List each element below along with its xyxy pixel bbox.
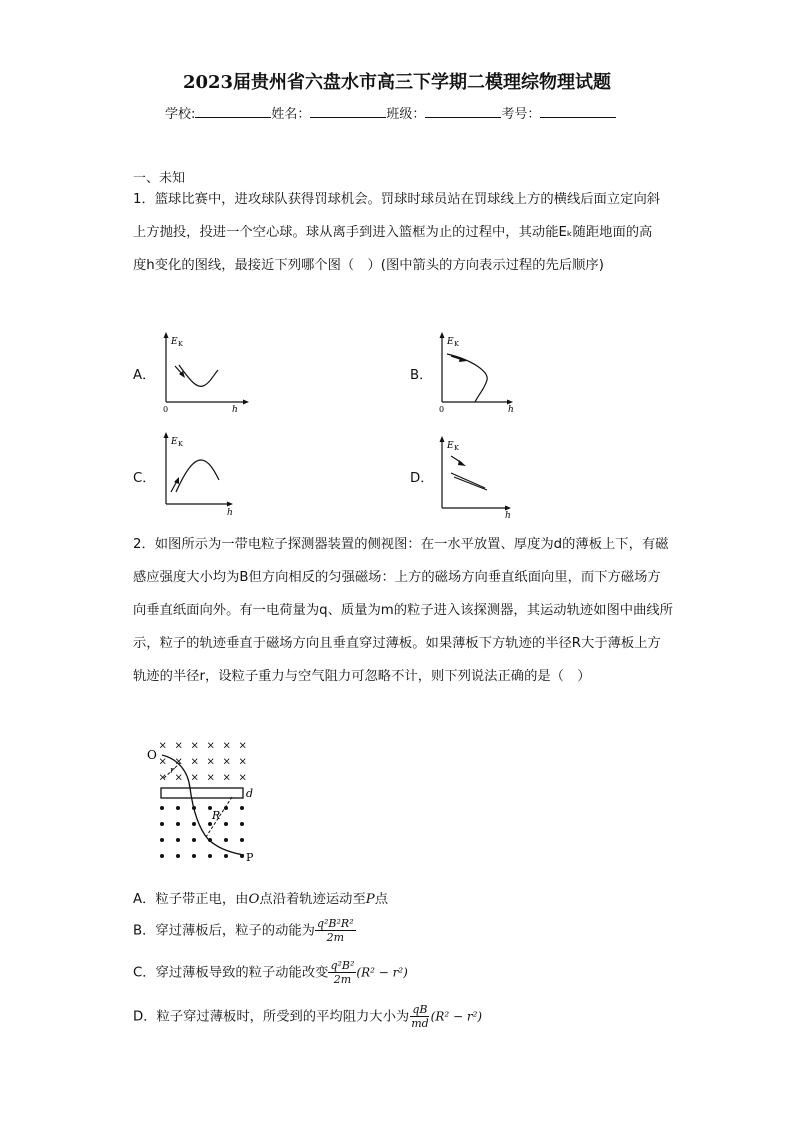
y-axis-label: E — [447, 337, 454, 347]
label-P: P — [246, 851, 254, 864]
field-dot — [192, 822, 196, 826]
exam-no-blank[interactable] — [540, 105, 616, 118]
name-blank[interactable] — [310, 105, 386, 118]
field-dot — [160, 854, 164, 858]
field-dot — [192, 838, 196, 842]
field-cross: × — [158, 756, 167, 768]
school-label: 学校: — [165, 107, 196, 122]
q2-option-d-prefix: D．粒子穿过薄板时，所受到的平均阻力大小为 — [133, 1009, 410, 1025]
y-axis-label: E — [171, 437, 178, 447]
field-dot — [176, 822, 180, 826]
line-up — [451, 473, 485, 488]
curve — [176, 460, 219, 492]
q2-option-a-prefix: A．粒子带正电，由 — [133, 892, 249, 907]
exam-no-label: 考号： — [501, 107, 541, 122]
q2-option-c-prefix: C．穿过薄板导致的粒子动能改变 — [133, 965, 329, 981]
field-dot — [176, 854, 180, 858]
field-dot — [240, 806, 244, 810]
field-dot — [160, 822, 164, 826]
field-dot — [224, 822, 228, 826]
q1-option-c-label[interactable]: C． — [133, 471, 156, 486]
q2-option-c-fraction — [328, 959, 356, 986]
field-cross: × — [174, 756, 183, 768]
field-dot — [208, 822, 212, 826]
field-cross: × — [222, 756, 231, 768]
field-cross: × — [206, 740, 215, 752]
class-label: 班级： — [386, 107, 426, 122]
q2-option-d-fraction — [409, 1003, 430, 1030]
origin-label: 0 — [163, 405, 169, 414]
q1-graph-a — [155, 332, 250, 417]
label-R: R — [212, 809, 221, 822]
label-d: d — [246, 787, 254, 800]
field-cross: × — [158, 772, 167, 784]
fraction-numerator: q²B²R² — [316, 917, 354, 930]
field-cross: × — [174, 772, 183, 784]
x-axis-label: h — [232, 405, 238, 415]
q2-option-a-mid: 点沿着轨迹运动至 — [259, 892, 366, 907]
origin-label: 0 — [439, 405, 445, 414]
q1-graph-c — [155, 432, 250, 522]
q1-option-d-label[interactable]: D． — [410, 471, 434, 486]
q2-option-a-P: P — [365, 892, 375, 907]
field-dot — [160, 838, 164, 842]
y-axis-sub: K — [178, 340, 183, 348]
q1-option-b-label[interactable]: B． — [410, 368, 433, 383]
magnetic-field-out-of-page — [160, 806, 244, 858]
field-dot — [160, 806, 164, 810]
field-cross: × — [222, 772, 231, 784]
field-cross: × — [158, 740, 167, 752]
section-heading: 一、未知 — [133, 171, 186, 186]
fraction-denominator: 2m — [333, 973, 352, 986]
curve — [179, 365, 218, 386]
x-axis-label: h — [227, 508, 233, 518]
fraction-denominator: md — [411, 1017, 429, 1030]
q2-option-a[interactable] — [133, 888, 388, 907]
line-down — [454, 477, 487, 490]
q2-option-c[interactable] — [133, 959, 408, 986]
y-axis-sub: K — [178, 440, 183, 448]
y-axis-sub: K — [454, 444, 459, 452]
field-dot — [192, 854, 196, 858]
field-dot — [224, 854, 228, 858]
field-cross: × — [238, 756, 247, 768]
q1-graph-d — [431, 436, 526, 521]
y-axis-sub: K — [454, 340, 459, 348]
field-dot — [240, 822, 244, 826]
y-axis-label: E — [447, 441, 454, 451]
field-dot — [224, 838, 228, 842]
field-cross: × — [206, 756, 215, 768]
field-dot — [176, 838, 180, 842]
fraction-numerator: qB — [412, 1003, 428, 1016]
field-cross: × — [190, 772, 199, 784]
class-blank[interactable] — [425, 105, 501, 118]
field-cross: × — [222, 740, 231, 752]
question-2-text: 2．如图所示为一带电粒子探测器装置的侧视图：在一水平放置、厚度为d的薄板上下，有磁感应强度大小均为B但方向相反的匀强磁场：上方的磁场方向垂直纸面向里，而下方磁场方向垂直纸面向外。有一电荷量为q、质量为m的粒子进入该探测器，其运动轨迹如图中曲线所示，粒子的轨迹垂直于磁场方向且垂直穿过薄板。如果薄板下方轨迹的半径R大于薄板上方轨迹的半径r，设粒子重力与空气阻力可忽略不计，则下列说法正确的是（ ） — [133, 537, 673, 684]
fraction-denominator: 2m — [326, 931, 345, 944]
field-dot — [240, 838, 244, 842]
q2-option-a-O: O — [248, 892, 260, 907]
field-dot — [176, 806, 180, 810]
q2-option-c-paren: (R² − r²) — [356, 965, 408, 980]
q2-option-d[interactable] — [133, 1003, 482, 1030]
label-r: r — [170, 766, 175, 776]
q1-graph-b — [431, 332, 526, 417]
q2-option-b-prefix: B．穿过薄板后，粒子的动能为 — [133, 923, 315, 939]
field-cross: × — [238, 772, 247, 784]
curve — [447, 354, 487, 402]
field-cross: × — [190, 740, 199, 752]
q2-option-b[interactable] — [133, 917, 356, 944]
x-axis-label: h — [508, 405, 514, 415]
school-blank[interactable] — [195, 105, 271, 118]
student-info-line — [165, 103, 616, 122]
magnetic-field-into-page — [159, 741, 247, 784]
x-axis-label: h — [505, 511, 511, 521]
question-1-text: 1．篮球比赛中，进攻球队获得罚球机会。罚球时球员站在罚球线上方的横线后面立定向斜上方抛投，投进一个空心球。球从离手到进入篮框为止的过程中，其动能Eₖ随距地面的高度h变化的图线，最接近下列哪个图（ ）(图中箭头的方向表示过程的先后顺序) — [133, 192, 661, 273]
detector-figure — [140, 733, 270, 868]
name-label: 姓名： — [271, 107, 311, 122]
thin-plate — [161, 788, 243, 798]
field-dot — [208, 854, 212, 858]
q2-option-a-suffix: 点 — [374, 892, 389, 907]
fraction-numerator: q²B² — [330, 959, 355, 972]
field-cross: × — [174, 740, 183, 752]
q2-option-d-paren: (R² − r²) — [430, 1009, 483, 1024]
q2-option-b-fraction — [315, 917, 356, 944]
y-axis-label: E — [171, 337, 178, 347]
label-O: O — [147, 748, 157, 762]
q1-option-a-label[interactable]: A． — [133, 368, 156, 383]
field-cross: × — [190, 756, 199, 768]
page-title: 2023届贵州省六盘水市高三下学期二模理综物理试题 — [182, 72, 612, 93]
field-cross: × — [206, 772, 215, 784]
field-cross: × — [238, 740, 247, 752]
